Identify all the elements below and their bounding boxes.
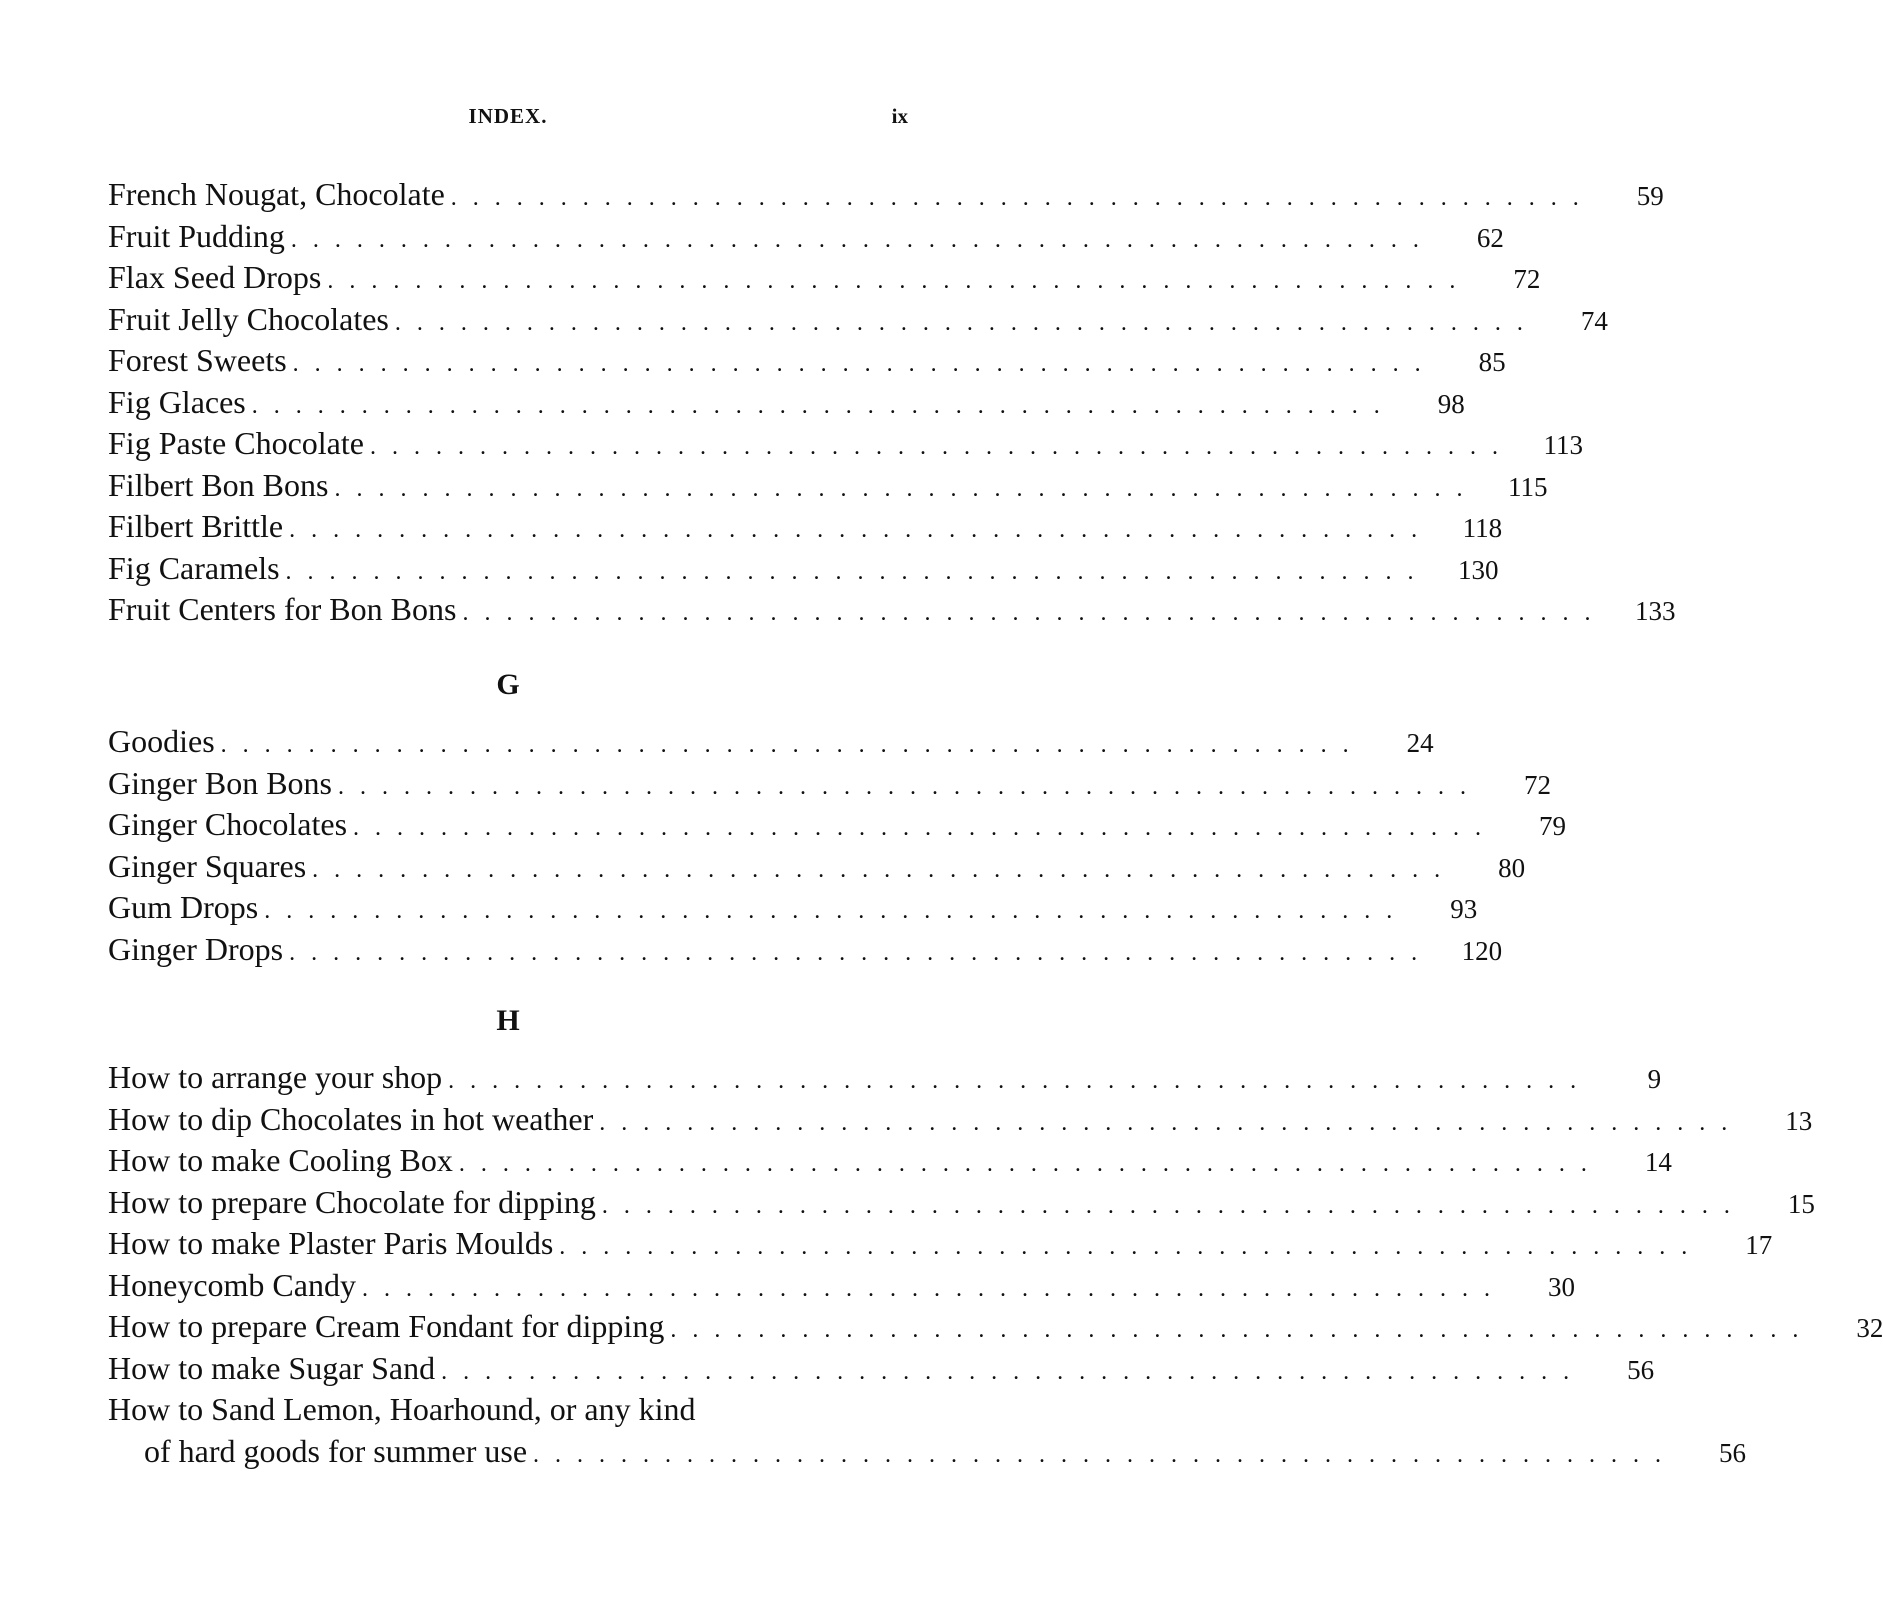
entry-label: How to make Cooling Box: [108, 1142, 453, 1178]
index-entry: [108, 1223, 1773, 1265]
entry-page: 56: [1719, 1437, 1747, 1468]
index-entry: [108, 887, 1478, 929]
entry-page: 13: [1785, 1105, 1813, 1136]
entry-label-continuation: of hard goods for summer use: [144, 1432, 528, 1469]
index-entry: [108, 1099, 1813, 1141]
entry-label: How to make Plaster Paris Moulds: [108, 1225, 554, 1261]
page-title: INDEX.: [468, 104, 548, 128]
index-entry: [108, 257, 1541, 299]
index-entry: [108, 1265, 1575, 1307]
entry-page: 118: [1462, 513, 1503, 543]
dot-leader: . . . . . . . . . . . . . . . . . . . . . . . . . . . . . . . . . . . . . . . . . . . . . . . . . . . .: [559, 1234, 1693, 1260]
entry-label: How to dip Chocolates in hot weather: [108, 1100, 594, 1137]
index-entry: [108, 423, 1583, 465]
dot-leader: . . . . . . . . . . . . . . . . . . . . . . . . . . . . . . . . . . . . . . . . . . . . . . . . . . . .: [448, 1068, 1582, 1094]
entry-label: Ginger Squares: [108, 847, 307, 884]
index-entry: [108, 465, 1548, 507]
index-entry: [108, 548, 1499, 590]
dot-leader: . . . . . . . . . . . . . . . . . . . . . . . . . . . . . . . . . . . . . . . . . . . . . . . . . . . .: [264, 898, 1398, 924]
entry-page: 133: [1634, 596, 1676, 626]
dot-leader: . . . . . . . . . . . . . . . . . . . . . . . . . . . . . . . . . . . . . . . . . . . . . . . . . . . .: [220, 732, 1354, 758]
index-entry: [108, 216, 1504, 258]
entry-page: 30: [1547, 1271, 1575, 1302]
entry-label: Filbert Brittle: [108, 508, 284, 544]
entry-page: 62: [1476, 222, 1504, 253]
index-group-g: [108, 721, 1567, 970]
index-entry: [108, 589, 1676, 631]
section-heading-h: H: [496, 1004, 520, 1037]
index-entry: [108, 340, 1506, 382]
entry-label: Fruit Jelly Chocolates: [108, 300, 389, 337]
entry-label: French Nougat, Chocolate: [108, 176, 445, 212]
dot-leader: . . . . . . . . . . . . . . . . . . . . . . . . . . . . . . . . . . . . . . . . . . . . . . . . . . . .: [353, 815, 1487, 841]
index-entry: [108, 1182, 1815, 1224]
entry-page: 72: [1513, 264, 1541, 294]
section-heading-g: G: [496, 668, 520, 701]
index-entry: [108, 299, 1608, 341]
dot-leader: . . . . . . . . . . . . . . . . . . . . . . . . . . . . . . . . . . . . . . . . . . . . . . . . . . . .: [533, 1441, 1667, 1468]
entry-label: How to Sand Lemon, Hoarhound, or any kind: [108, 1391, 696, 1427]
entry-label: Goodies: [108, 723, 215, 759]
dot-leader: . . . . . . . . . . . . . . . . . . . . . . . . . . . . . . . . . . . . . . . . . . . . . . . . . . . .: [338, 773, 1471, 800]
entry-label: How to prepare Cream Fondant for dipping: [108, 1308, 665, 1344]
entry-page: 24: [1406, 728, 1434, 758]
entry-page: 115: [1507, 471, 1548, 502]
index-group-h: [108, 1057, 1883, 1472]
dot-leader: . . . . . . . . . . . . . . . . . . . . . . . . . . . . . . . . . . . . . . . . . . . . . . . . . . . .: [361, 1275, 1495, 1302]
entry-page: 59: [1636, 181, 1664, 211]
dot-leader: . . . . . . . . . . . . . . . . . . . . . . . . . . . . . . . . . . . . . . . . . . . . . . . . . . . .: [312, 856, 1446, 883]
dot-leader: . . . . . . . . . . . . . . . . . . . . . . . . . . . . . . . . . . . . . . . . . . . . . . . . . . . .: [450, 185, 1584, 211]
entry-label: Filbert Bon Bons: [108, 466, 329, 503]
index-entry: [108, 174, 1664, 216]
entry-label: Ginger Drops: [108, 930, 284, 967]
entry-label: Honeycomb Candy: [108, 1266, 356, 1303]
index-entry-first-line: [108, 1389, 908, 1431]
entry-label: Forest Sweets: [108, 342, 287, 378]
entry-label: How to prepare Chocolate for dipping: [108, 1183, 596, 1220]
dot-leader: . . . . . . . . . . . . . . . . . . . . . . . . . . . . . . . . . . . . . . . . . . . . . . . . . . . .: [441, 1358, 1575, 1385]
entry-label: Fig Caramels: [108, 549, 280, 586]
index-entry: [108, 506, 1503, 548]
entry-page: 72: [1524, 769, 1551, 800]
dot-leader: . . . . . . . . . . . . . . . . . . . . . . . . . . . . . . . . . . . . . . . . . . . . . . . . . . . .: [290, 226, 1424, 253]
dot-leader: . . . . . . . . . . . . . . . . . . . . . . . . . . . . . . . . . . . . . . . . . . . . . . . . . . . .: [289, 517, 1423, 543]
entry-page: 74: [1580, 305, 1608, 336]
entry-label: Fruit Centers for Bon Bons: [108, 591, 457, 627]
entry-page: 14: [1644, 1147, 1672, 1177]
entry-label: Gum Drops: [108, 889, 259, 925]
entry-page: 113: [1543, 430, 1583, 460]
dot-leader: . . . . . . . . . . . . . . . . . . . . . . . . . . . . . . . . . . . . . . . . . . . . . . . . . . . .: [599, 1109, 1733, 1136]
entry-label: How to make Sugar Sand: [108, 1349, 436, 1386]
index-entry: [108, 1140, 1672, 1182]
entry-page: 17: [1745, 1230, 1773, 1260]
entry-page: 93: [1450, 894, 1478, 924]
entry-label: Ginger Chocolates: [108, 806, 348, 842]
entry-page: 98: [1437, 388, 1465, 419]
dot-leader: . . . . . . . . . . . . . . . . . . . . . . . . . . . . . . . . . . . . . . . . . . . . . . . . . . . .: [670, 1317, 1804, 1343]
index-entry: [108, 382, 1465, 424]
entry-page: 15: [1787, 1188, 1815, 1219]
index-entry: [108, 1348, 1655, 1390]
dot-leader: . . . . . . . . . . . . . . . . . . . . . . . . . . . . . . . . . . . . . . . . . . . . . . . . . . . .: [292, 351, 1426, 377]
index-entry: [108, 846, 1526, 888]
dot-leader: . . . . . . . . . . . . . . . . . . . . . . . . . . . . . . . . . . . . . . . . . . . . . . . . . . . .: [327, 268, 1461, 294]
entry-label: Ginger Bon Bons: [108, 764, 332, 801]
entry-page: 130: [1458, 554, 1499, 585]
dot-leader: . . . . . . . . . . . . . . . . . . . . . . . . . . . . . . . . . . . . . . . . . . . . . . . . . . . .: [369, 434, 1503, 460]
entry-page: 32: [1856, 1313, 1883, 1343]
entry-label: Flax Seed Drops: [108, 259, 322, 295]
entry-label: Fruit Pudding: [108, 217, 285, 254]
running-head: [108, 104, 908, 134]
dot-leader: . . . . . . . . . . . . . . . . . . . . . . . . . . . . . . . . . . . . . . . . . . . . . . . . . . . .: [334, 475, 1468, 502]
index-entry: [108, 1306, 1883, 1348]
dot-leader: . . . . . . . . . . . . . . . . . . . . . . . . . . . . . . . . . . . . . . . . . . . . . . . . . . . .: [601, 1192, 1735, 1219]
entry-page: 120: [1461, 935, 1503, 966]
index-entry: [108, 804, 1567, 846]
index-group-f: [108, 174, 1676, 631]
page-number-roman: ix: [891, 104, 908, 128]
index-entry: [108, 1057, 1662, 1099]
dot-leader: . . . . . . . . . . . . . . . . . . . . . . . . . . . . . . . . . . . . . . . . . . . . . . . . . . . .: [251, 392, 1385, 419]
index-entry: [108, 763, 1551, 805]
dot-leader: . . . . . . . . . . . . . . . . . . . . . . . . . . . . . . . . . . . . . . . . . . . . . . . . . . . .: [285, 558, 1419, 585]
entry-label: Fig Glaces: [108, 383, 246, 420]
entry-label: Fig Paste Chocolate: [108, 425, 364, 461]
entry-label: How to arrange your shop: [108, 1059, 443, 1095]
entry-page: 85: [1478, 347, 1506, 377]
index-entry-continuation: [108, 1431, 1747, 1473]
index-entry: [108, 929, 1503, 971]
entry-page: 80: [1498, 852, 1526, 883]
dot-leader: . . . . . . . . . . . . . . . . . . . . . . . . . . . . . . . . . . . . . . . . . . . . . . . . . . . .: [289, 939, 1423, 966]
entry-page: 9: [1647, 1064, 1662, 1094]
dot-leader: . . . . . . . . . . . . . . . . . . . . . . . . . . . . . . . . . . . . . . . . . . . . . . . . . . . .: [458, 1151, 1592, 1177]
index-entry: [108, 721, 1434, 763]
dot-leader: . . . . . . . . . . . . . . . . . . . . . . . . . . . . . . . . . . . . . . . . . . . . . . . . . . . .: [394, 309, 1528, 336]
dot-leader: . . . . . . . . . . . . . . . . . . . . . . . . . . . . . . . . . . . . . . . . . . . . . . . . . . . .: [462, 600, 1596, 626]
entry-page: 56: [1627, 1354, 1655, 1385]
entry-page: 79: [1539, 811, 1567, 841]
